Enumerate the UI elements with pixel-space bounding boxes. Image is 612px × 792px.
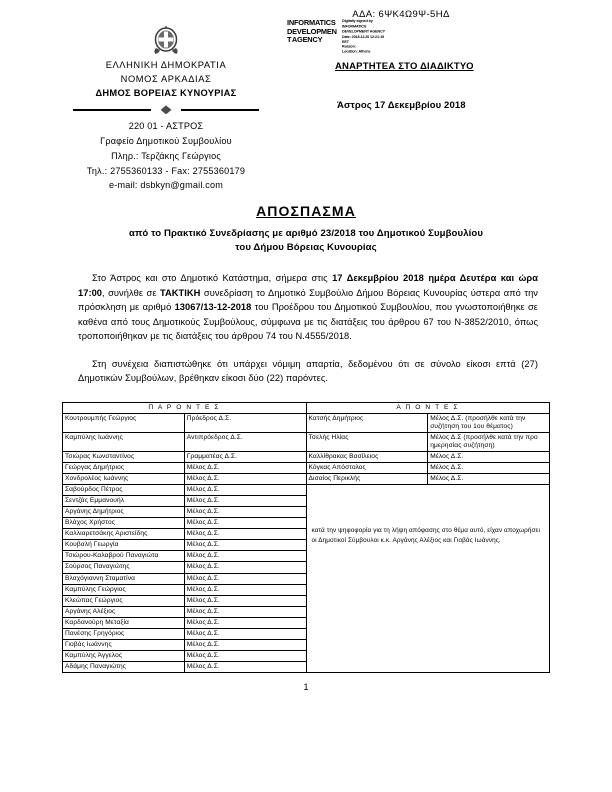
present-role: Μέλος Δ.Σ. [184,485,306,496]
present-name: Πανέσης Γρηγόριος [63,628,185,639]
present-name: Κουβαλή Γεωργία [63,540,185,551]
present-role: Μέλος Δ.Σ. [184,606,306,617]
letterhead-line-3: ΔΗΜΟΣ ΒΟΡΕΙΑΣ ΚΥΝΟΥΡΙΑΣ [95,88,237,99]
signature-agency-name [287,19,339,45]
signature-agency-line-3: T AGENCY [287,35,323,45]
p1-bold-invitation-number: 13067/13-12-2018 [174,302,252,312]
absent-role: Μέλος Δ.Σ. (προσήλθε κατά την συζήτηση του 1ου θέματος) [428,414,550,433]
table-row [63,463,550,474]
present-role: Μέλος Δ.Σ. [184,650,306,661]
present-role: Μέλος Δ.Σ. [184,639,306,650]
p1-text-3: συνεδρίαση το Δημοτικό Συμβούλιο Δήμου Βόρειας Κυνουρίας ύστερα από την πρόσκληση με αριθμό [78,287,538,312]
contact-address: 220 01 - ΑΣΤΡΟΣ [128,121,204,132]
present-name: Χονδρολέος Ιωάννης [63,474,185,485]
present-role: Μέλος Δ.Σ. [184,529,306,540]
signature-detail-line-5: EET [342,39,349,44]
absent-name: Καλλίθρακας Βασίλειος [306,452,428,463]
present-role: Μέλος Δ.Σ. [184,595,306,606]
absent-name: Δισαίος Περικλής [306,474,428,485]
present-role: Μέλος Δ.Σ. [184,518,306,529]
paragraph-session-details [78,271,538,344]
divider-bar-left [73,109,151,111]
table-row [63,433,550,452]
present-name: Καρδανούρη Μεταξία [63,617,185,628]
present-role: Μέλος Δ.Σ. [184,584,306,595]
table-row [63,414,550,433]
digital-signature-stamp [287,19,404,53]
absent-column-filler [306,485,550,673]
voting-withdrawal-note: κατά την ψηφοφορία για τη λήψη απόφασης στο θέμα αυτό, είχαν αποχωρήσει οι Δημοτικοί Σύμβουλοι κ.κ. Αργάνης Αλέξιος και Γιοβάς Ιωάννης. [311,527,540,544]
page-number: 1 [303,682,309,692]
signature-detail-line-6: Reason: [342,44,356,49]
signature-detail-line-2: INFORMATICS [342,24,367,29]
p1-text-1: Στο Άστρος και στο Δημοτικό Κατάστημα, σήμερα στις [92,273,333,283]
document-title: ΑΠΟΣΠΑΣΜΑ [256,203,356,219]
signature-detail-line-1: Digitally signed by [342,19,373,24]
decorative-divider [73,105,259,115]
ada-code: ΑΔΑ: 6ΨΚ4Ω9Ψ-5ΗΔ [352,9,450,20]
contact-person: Πληρ.: Τερζάκης Γεώργιος [111,150,221,161]
letterhead-line-1: ΕΛΛΗΝΙΚΗ ΔΗΜΟΚΡΑΤΙΑ [105,60,227,70]
present-name: Σούρσος Παναγιώτης [63,562,185,573]
present-name: Αδάμης Παναγιώτης [63,661,185,672]
present-role: Μέλος Δ.Σ. [184,628,306,639]
present-name: Αργάνης Αλέξιος [63,606,185,617]
present-name: Κουτρουμπής Γεώργιος [63,414,185,433]
absent-role: Μέλος Δ.Σ. [428,452,550,463]
attendance-table-head [63,403,550,414]
table-row [63,474,550,485]
attendance-table [62,402,550,673]
present-role: Μέλος Δ.Σ. [184,551,306,562]
signature-detail-line-4: Date: 2018.12.20 12:21:15 [342,34,384,39]
publication-notice: ΑΝΑΡΤΗΤΕΑ ΣΤΟ ΔΙΑΔΙΚΤΥΟ [335,61,474,72]
absent-name: Τσελής Ηλίας [306,433,428,452]
present-name: Τσιώρου-Καλαβρού Παναγιώτα [63,551,185,562]
p1-bold-datetime: 17 Δεκεμβρίου 2018 ημέρα Δευτέρα και ώρα 17:00 [78,273,538,298]
signature-details [342,19,404,55]
paragraph-quorum: Στη συνέχεια διαπιστώθηκε ότι υπάρχει νόμιμη απαρτία, δεδομένου ότι σε σύνολο είκοσι επτά (27) Δημοτικών Συμβούλων, βρέθηκαν είκοσι δύο (22) παρόντες. [78,358,538,383]
p1-bold-session-type: ΤΑΚΤΙΚΗ [159,287,201,298]
present-name: Καμπύλης Ιωάννης [63,433,185,452]
present-role: Γραμματέας Δ.Σ. [184,452,306,463]
contact-office: Γραφείο Δημοτικού Συμβουλίου [100,136,232,147]
present-role: Μέλος Δ.Σ. [184,540,306,551]
present-role: Αντιπρόεδρος Δ.Σ. [184,433,306,452]
present-role: Μέλος Δ.Σ. [184,463,306,474]
place-and-date: Άστρος 17 Δεκεμβρίου 2018 [337,100,466,111]
subtitle-line-2: του Δήμου Βόρειας Κυνουρίας [235,241,377,253]
divider-bar-right [181,109,259,111]
present-name: Βλάχος Χρήστος [63,518,185,529]
present-role: Μέλος Δ.Σ. [184,617,306,628]
present-role: Μέλος Δ.Σ. [184,562,306,573]
contact-email: e-mail: dsbkyn@gmail.com [108,180,224,191]
signature-detail-line-7: Location: Athens [342,49,371,54]
absent-role: Μέλος Δ.Σ (προσήλθε κατά την προ ημερησίας συζήτηση) [428,433,550,452]
letterhead-line-2: ΝΟΜΟΣ ΑΡΚΑΔΙΑΣ [120,74,212,85]
absent-role: Μέλος Δ.Σ. [428,463,550,474]
table-row [63,485,550,496]
present-name: Καμπύλης Άγγελος [63,650,185,661]
present-name: Βλαχόγιαννη Σταματίνα [63,573,185,584]
present-role: Μέλος Δ.Σ. [184,474,306,485]
table-header-row [63,403,550,414]
present-name: Σαβούρδος Πέτρος [63,485,185,496]
present-name: Αργάνης Δημήτριος [63,507,185,518]
document-subtitle [0,227,612,254]
present-name: Καμπύλης Γεώργιος [63,584,185,595]
letterhead [40,24,292,193]
absent-role: Μέλος Δ.Σ. [428,474,550,485]
p1-text-2: , συνήλθε σε [102,287,160,298]
present-name: Γιοβάς Ιωάννης [63,639,185,650]
document-body [78,271,538,399]
signature-detail-line-3: DEVELOPMENT AGENCY [342,29,385,34]
contact-phone-fax: Τηλ.: 2755360133 - Fax: 2755360179 [86,165,246,176]
present-role: Μέλος Δ.Σ. [184,573,306,584]
absent-name: Κατσής Δημήτριος [306,414,428,433]
header-present: Π Α Ρ Ο Ν Τ Ε Σ [63,403,307,414]
absent-name: Κόγκας Απόστολος [306,463,428,474]
signature-agency-line-2: DEVELOPMEN [287,26,337,36]
header-absent: Α Π Ο Ν Τ Ε Σ [306,403,550,414]
present-role: Μέλος Δ.Σ. [184,507,306,518]
present-name: Σεντζάς Εμμανουήλ [63,496,185,507]
present-name: Τσιώρας Κωνσταντίνος [63,452,185,463]
present-role: Μέλος Δ.Σ. [184,496,306,507]
present-name: Κλεώπας Γεώργιος [63,595,185,606]
table-row [63,452,550,463]
greek-coat-of-arms-emblem [151,24,181,56]
p1-text-4: του Προέδρου του Δημοτικού Συμβουλίου, που γνωστοποιήθηκε σε καθένα από τους Δημοτικούς Συμβούλους, σύμφωνα με τις διατάξεις του άρθρου 67 του Ν-3852/2010, όπως τροποποιήθηκαν με τις διατάξεις του άρθρου 74 του Ν.4555/2018. [78,302,538,341]
signature-agency-line-1: INFORMATICS [287,18,336,27]
subtitle-line-1: από το Πρακτικό Συνεδρίασης με αριθμό 23/2018 του Δημοτικού Συμβουλίου [128,228,484,239]
divider-diamond-icon [161,105,172,114]
present-role: Πρόεδρος Δ.Σ. [184,414,306,433]
present-name: Γεώργας Δημήτριος [63,463,185,474]
present-role: Μέλος Δ.Σ. [184,661,306,672]
attendance-table-body [63,414,550,673]
present-name: Καλλιαρετσάκης Αριστείδης [63,529,185,540]
